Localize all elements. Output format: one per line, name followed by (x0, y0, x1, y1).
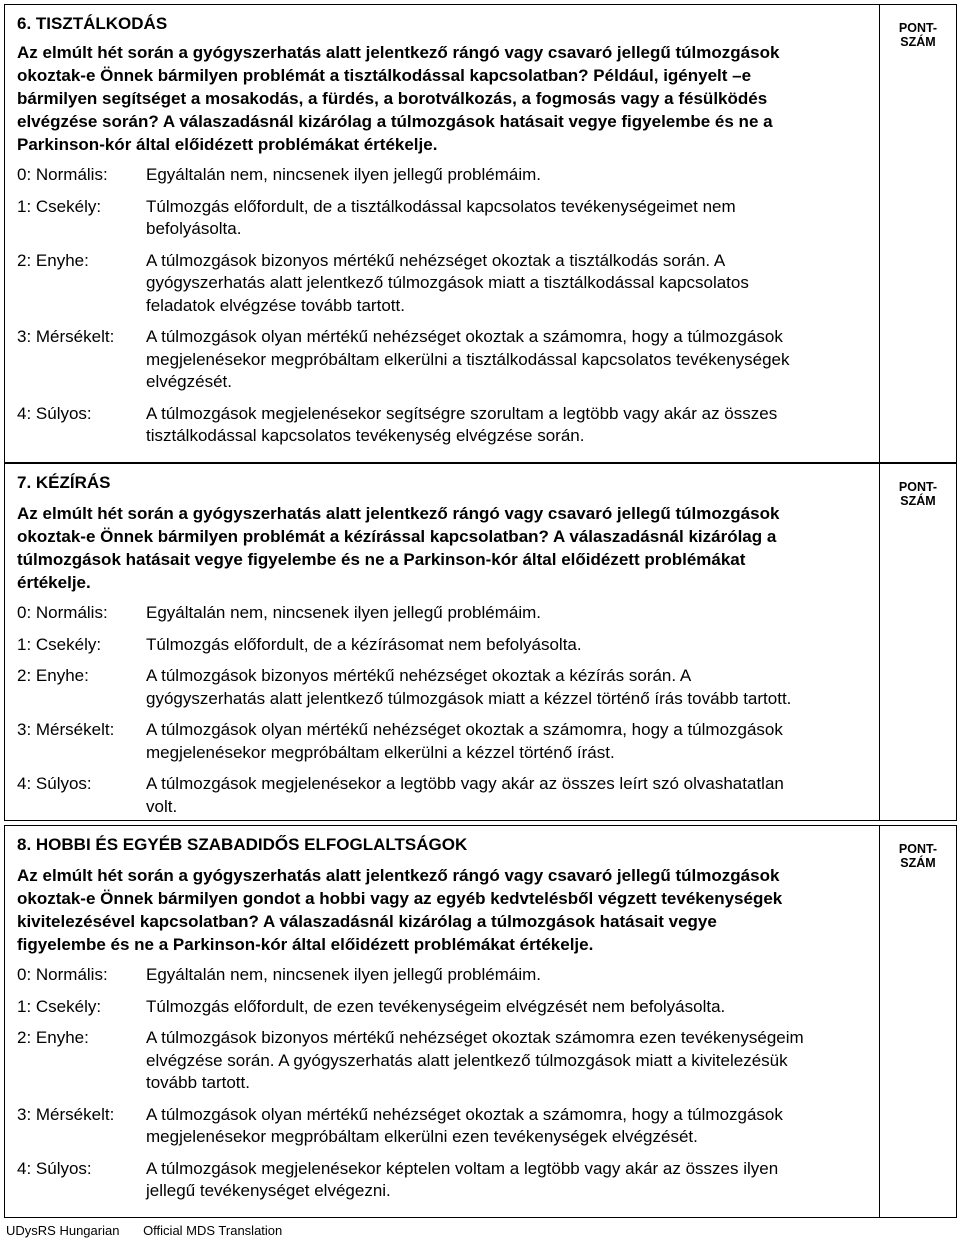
option-key: 4: Súlyos: (17, 1158, 92, 1178)
option-1 (17, 196, 879, 241)
option-text: A túlmozgások bizonyos mértékű nehézséget okoztak a tisztálkodás során. A gyógyszerhatás alatt jelentkező túlmozgások miatt a tisztálkodással kapcsolatos feladatok elvégzése tovább tartott. (146, 250, 749, 315)
option-text: A túlmozgások megjelenésekor a legtöbb vagy akár az összes leírt szó olvashatatlan volt. (146, 774, 784, 816)
section-handwriting (4, 463, 957, 821)
option-text: A túlmozgások olyan mértékű nehézséget okoztak a számomra, hogy a túlmozgások megjelenésekor megpróbáltam elkerülni ezen tevékenységek elvégzését. (146, 1104, 783, 1146)
option-0 (17, 164, 879, 187)
score-box[interactable] (880, 5, 956, 462)
page-footer (6, 1222, 302, 1240)
score-box[interactable] (880, 826, 956, 1217)
score-label: PONT- SZÁM (898, 842, 938, 870)
section-question: Az elmúlt hét során a gyógyszerhatás alatt jelentkező rángó vagy csavaró jellegű túlmozgások okoztak-e Önnek bármilyen problémát a tisztálkodással kapcsolatban? Például, igényelt –e bármilyen segítséget a mosakodás, a fürdés, a borotválkozás, a fogmosás vagy a fésülködés elvégzése során? A válaszadásnál kizárólag a túlmozgások hatásait vegye figyelembe és ne a Parkinson-kór által előidézett problémákat értékelje. (17, 43, 780, 154)
option-2 (17, 665, 879, 710)
option-0 (17, 602, 879, 625)
option-key: 3: Mérsékelt: (17, 720, 115, 739)
option-0 (17, 964, 879, 987)
option-key: 0: Normális: (17, 603, 108, 622)
option-text: Egyáltalán nem, nincsenek ilyen jellegű problémáim. (146, 965, 541, 984)
option-key: 4: Súlyos: (17, 774, 92, 793)
option-text: Túlmozgás előfordult, de a kézírásomat nem befolyásolta. (146, 634, 582, 654)
section-title: 6. TISZTÁLKODÁS (17, 14, 168, 33)
option-text: A túlmozgások olyan mértékű nehézséget okoztak a számomra, hogy a túlmozgások megjelenésekor megpróbáltam elkerülni a tisztálkodással kapcsolatos tevékenységek elvégzését. (146, 327, 790, 391)
option-key: 0: Normális: (17, 165, 108, 184)
option-text: A túlmozgások megjelenésekor képtelen voltam a legtöbb vagy akár az összes ilyen jellegű tevékenységet elvégezni. (146, 1158, 779, 1200)
option-key: 4: Súlyos: (17, 403, 92, 423)
option-text: A túlmozgások bizonyos mértékű nehézséget okoztak számomra ezen tevékenységeim elvégzése során. A gyógyszerhatás alatt jelentkező túlmozgások miatt a kivitelezésük tovább tartott. (146, 1028, 804, 1092)
section-grooming (4, 4, 957, 463)
option-text: A túlmozgások megjelenésekor segítségre szorultam a legtöbb vagy akár az összes tisztálkodással kapcsolatos tevékenység elvégzése során. (146, 403, 778, 445)
option-3 (17, 326, 879, 394)
option-3 (17, 719, 879, 764)
option-4 (17, 403, 879, 448)
option-key: 1: Csekély: (17, 196, 102, 216)
option-key: 2: Enyhe: (17, 1028, 89, 1047)
section-title: 7. KÉZÍRÁS (17, 473, 111, 492)
option-key: 1: Csekély: (17, 996, 102, 1016)
option-key: 3: Mérsékelt: (17, 327, 115, 346)
section-title: 8. HOBBI ÉS EGYÉB SZABADIDŐS ELFOGLALTSÁGOK (17, 835, 468, 854)
section-content (5, 5, 880, 462)
option-2 (17, 1027, 879, 1095)
option-text: Túlmozgás előfordult, de a tisztálkodással kapcsolatos tevékenységeimet nem befolyásolta. (146, 196, 736, 238)
option-key: 3: Mérsékelt: (17, 1104, 115, 1124)
option-3 (17, 1104, 879, 1149)
option-key: 2: Enyhe: (17, 666, 89, 685)
section-question: Az elmúlt hét során a gyógyszerhatás alatt jelentkező rángó vagy csavaró jellegű túlmozgások okoztak-e Önnek bármilyen gondot a hobbi vagy az egyéb kedvtelésből végzett tevékenységek kivitelezésével kapcsolatban? A válaszadásnál kizárólag a túlmozgások hatásait vegye figyelembe és ne a Parkinson-kór által előidézett problémákat értékelje. (17, 866, 783, 954)
section-question: Az elmúlt hét során a gyógyszerhatás alatt jelentkező rángó vagy csavaró jellegű túlmozgások okoztak-e Önnek bármilyen problémát a kézírással kapcsolatban? A válaszadásnál kizárólag a túlmozgások hatásait vegye figyelembe és ne a Parkinson-kór által előidézett problémákat értékelje. (17, 504, 780, 592)
section-content (5, 826, 880, 1217)
footer-left: UDysRS Hungarian (6, 1223, 120, 1238)
option-key: 2: Enyhe: (17, 250, 89, 270)
option-text: A túlmozgások bizonyos mértékű nehézséget okoztak a kézírás során. A gyógyszerhatás alatt jelentkező túlmozgások miatt a kézzel történő írás tovább tartott. (146, 666, 792, 708)
score-label: PONT- SZÁM (898, 21, 938, 49)
option-text: Egyáltalán nem, nincsenek ilyen jellegű problémáim. (146, 165, 541, 184)
option-text: A túlmozgások olyan mértékű nehézséget okoztak a számomra, hogy a túlmozgások megjelenésekor megpróbáltam elkerülni a kézzel történő írást. (146, 720, 783, 762)
option-1 (17, 634, 879, 657)
option-text: Egyáltalán nem, nincsenek ilyen jellegű problémáim. (146, 603, 541, 622)
option-4 (17, 1158, 879, 1203)
option-text: Túlmozgás előfordult, de ezen tevékenységeim elvégzését nem befolyásolta. (146, 996, 726, 1016)
option-key: 0: Normális: (17, 965, 108, 984)
section-content (5, 464, 880, 820)
section-hobbies (4, 825, 957, 1218)
score-box[interactable] (880, 464, 956, 820)
option-2 (17, 250, 879, 318)
option-1 (17, 996, 879, 1019)
score-label: PONT- SZÁM (898, 480, 938, 508)
option-key: 1: Csekély: (17, 634, 102, 654)
option-4 (17, 773, 879, 818)
footer-right: Official MDS Translation (143, 1223, 283, 1238)
